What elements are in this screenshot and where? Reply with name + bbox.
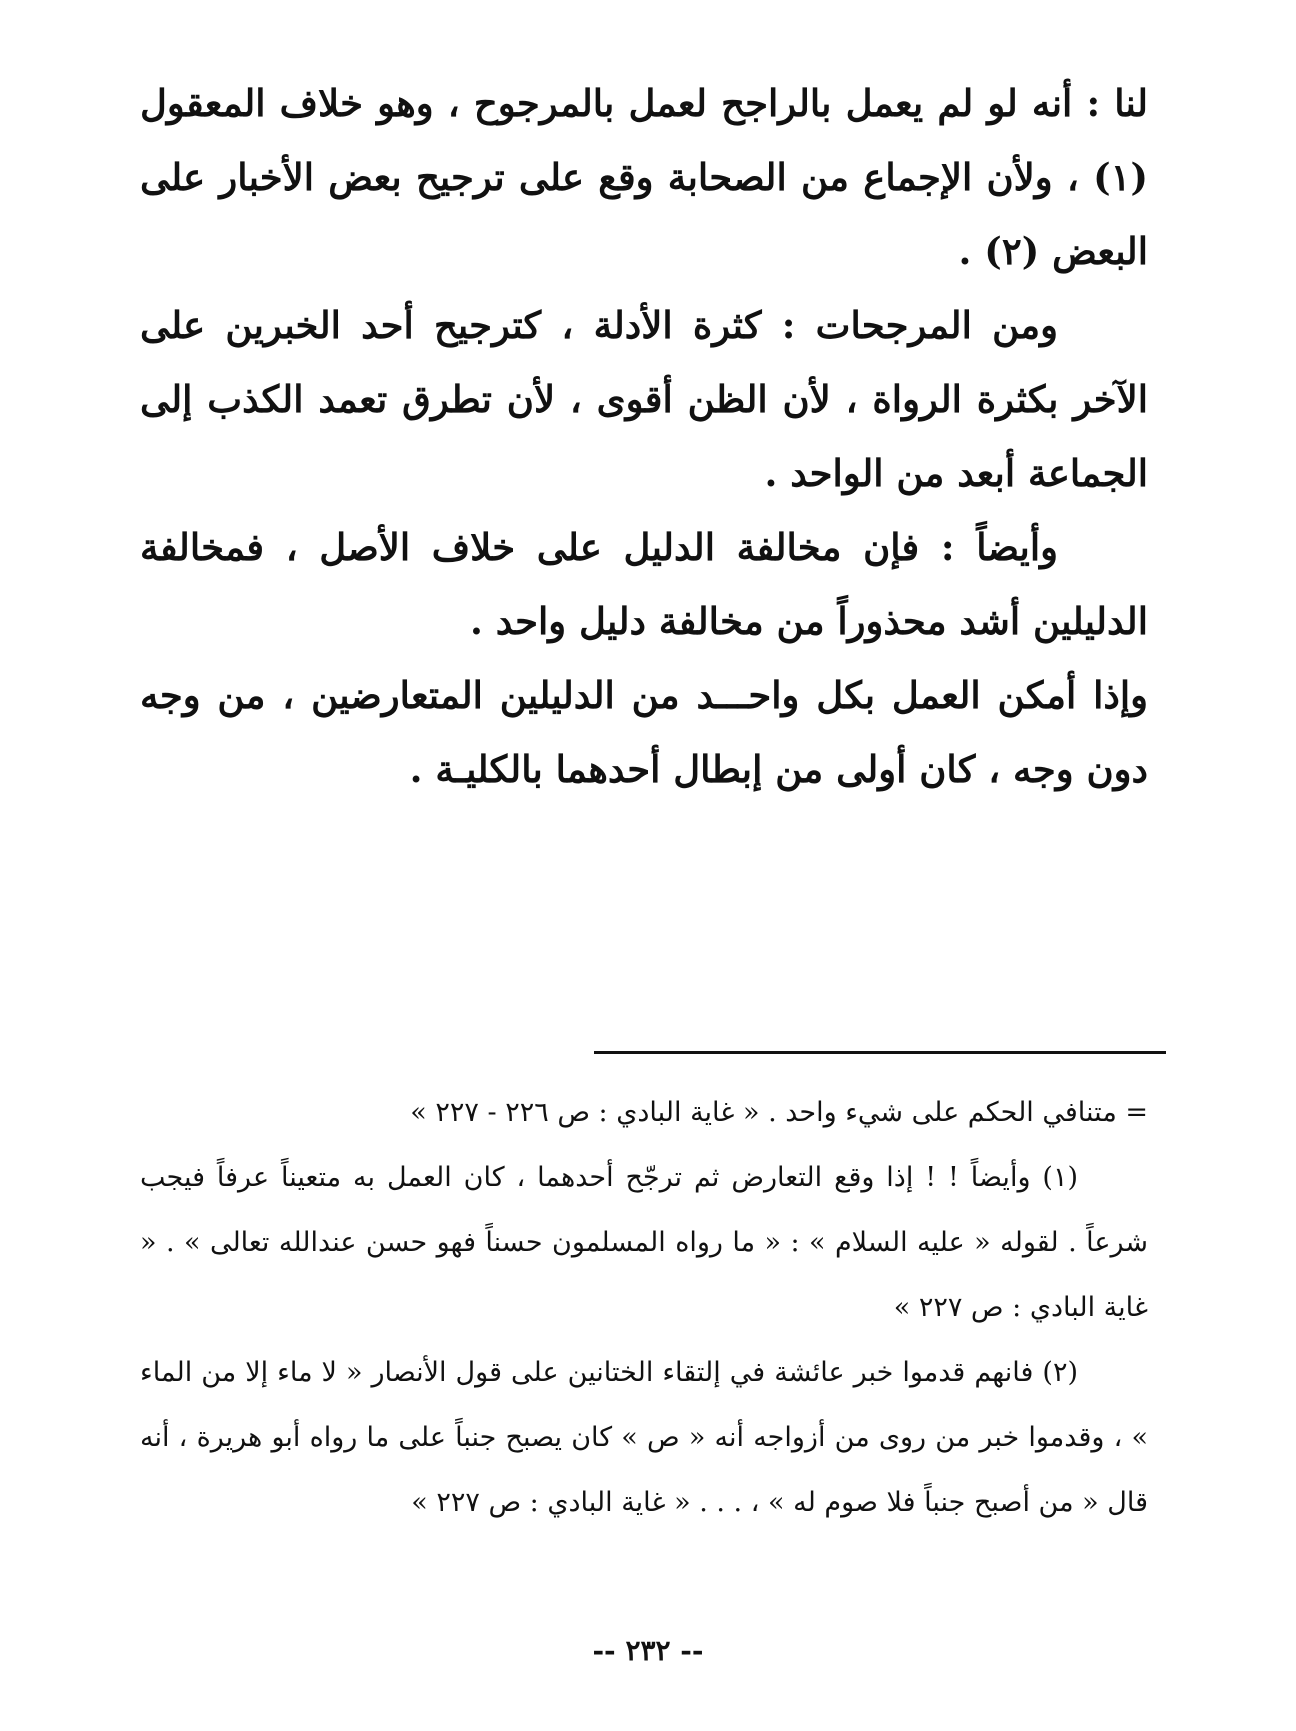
paragraph-2: ومن المرجحات : كثرة الأدلة ، كترجيح أحد الخبرين على الآخر بكثرة الرواة ، لأن الظن أقوى ، لأن تطرق تعمد الكذب إلى الجماعة أبعد من الواحد . bbox=[140, 303, 1148, 495]
footnote-2: (٢) فانهم قدموا خبر عائشة في إلتقاء الختانين على قول الأنصار « لا ماء إلا من الماء » ، وقدموا خبر من روى من أزواجه أنه « ص » كان يصبح جنباً على ما رواه أبو هريرة ، أنه قال « من أصبح جنباً فلا صوم له » ، . . . « غاية البادي : ص ٢٢٧ » bbox=[140, 1357, 1148, 1518]
paragraph-4: وإذا أمكن العمل بكل واحـــد من الدليلين المتعارضين ، من وجه دون وجه ، كان أولى من إبطال أحدهما بالكليـة . bbox=[140, 673, 1148, 791]
footnote-divider bbox=[594, 1051, 1166, 1054]
footnote-continuation: = متنافي الحكم على شيء واحد . « غاية البادي : ص ٢٢٦ - ٢٢٧ » bbox=[410, 1097, 1148, 1128]
paragraph-3: وأيضاً : فإن مخالفة الدليل على خلاف الأصل ، فمخالفة الدليلين أشد محذوراً من مخالفة دليل واحد . bbox=[140, 525, 1148, 643]
main-text bbox=[140, 66, 1148, 806]
footnotes bbox=[140, 1080, 1148, 1535]
paragraph-1: لنا : أنه لو لم يعمل بالراجح لعمل بالمرجوح ، وهو خلاف المعقول (١) ، ولأن الإجماع من الصحابة وقع على ترجيح بعض الأخبار على البعض (٢) . bbox=[140, 81, 1148, 273]
footnote-1: (١) وأيضاً ! ! إذا وقع التعارض ثم ترجّح أحدهما ، كان العمل به متعيناً عرفاً فيجب شرعاً . لقوله « عليه السلام » : « ما رواه المسلمون حسناً فهو حسن عندالله تعالى » . « غاية البادي : ص ٢٢٧ » bbox=[140, 1162, 1148, 1323]
page-number: -- ٢٣٢ -- bbox=[592, 1634, 704, 1667]
